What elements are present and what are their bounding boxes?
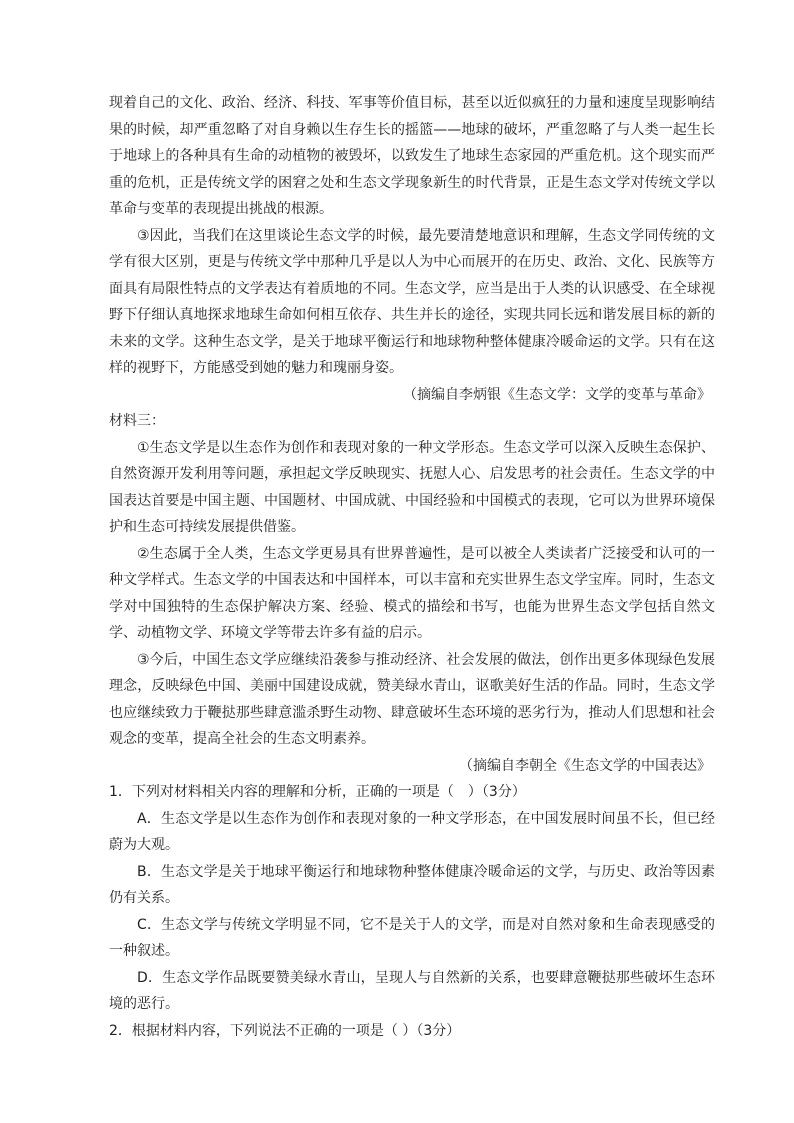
question2-stem: 2．根据材料内容，下列说法不正确的一项是（ ）（3分） — [109, 1022, 461, 1039]
material3-heading: 材料三： — [109, 413, 165, 429]
question1-option-c: C．生态文学与传统文学明显不同，它不是关于人的文学，而是对自然对象和生命表现感受的一种叙述。 — [109, 916, 715, 959]
material2-paragraph2-continued: 现着自己的文化、政治、经济、科技、军事等价值目标，甚至以近似疯狂的力量和速度呈现影响结果的时候，却严重忽略了对自身赖以生存生长的摇篮——地球的破坏，严重忽略了与人类一起生长于地球上的各种具有生命的动植物的被毁坏，以致发生了地球生态家园的严重危机。这个现实而严重的危机，正是传统文学的困窘之处和生态文学现象新生的时代背景，正是生态文学对传统文学以革命与变革的表现提出挑战的根源。 — [109, 95, 715, 217]
question1-option-d: D．生态文学作品既要赞美绿水青山，呈现人与自然新的关系，也要肆意鞭挞那些破坏生态环境的恶行。 — [109, 969, 715, 1012]
material2-source: （摘编自李炳银《生态文学：文学的变革与革命》 — [403, 386, 711, 403]
material2-paragraph3: ③因此，当我们在这里谈论生态文学的时候，最先要清楚地意识和理解，生态文学同传统的文学有很大区别，更是与传统文学中那种几乎是以人为中心而展开的在历史、政治、文化、民族等方面具有局限性特点的文学表达有着质地的不同。生态文学，应当是出于人类的认识感受、在全球视野下仔细认真地探求地球生命如何相互依存、共生并长的途径，实现共同长远和谐发展目标的新的未来的文学。这种生态文学，是关于地球平衡运行和地球物种整体健康冷暖命运的文学。只有在这样的视野下，方能感受到她的魅力和瑰丽身姿。 — [109, 227, 715, 376]
question1-stem: 1．下列对材料相关内容的理解和分析，正确的一项是（ ）（3分） — [109, 784, 526, 800]
material3-paragraph3: ③今后，中国生态文学应继续沿袭参与推动经济、社会发展的做法，创作出更多体现绿色发展理念，反映绿色中国、美丽中国建设成就，赞美绿水青山，讴歌美好生活的作品。同时，生态文学也应继续致力于鞭挞那些肆意滥杀野生动物、肆意破坏生态环境的恶劣行为，推动人们思想和社会观念的变革，提高全社会的生态文明素养。 — [109, 651, 715, 747]
question1-option-b: B．生态文学是关于地球平衡运行和地球物种整体健康冷暖命运的文学，与历史、政治等因素仍有关系。 — [109, 863, 715, 906]
material3-paragraph2: ②生态属于全人类，生态文学更易具有世界普遍性，是可以被全人类读者广泛接受和认可的一种文学样式。生态文学的中国表达和中国样本，可以丰富和充实世界生态文学宝库。同时，生态文学对中国独特的生态保护解决方案、经验、模式的描绘和书写，也能为世界生态文学包括自然文学、动植物文学、环境文学等带去许多有益的启示。 — [109, 545, 715, 641]
material3-paragraph1: ①生态文学是以生态作为创作和表现对象的一种文学形态。生态文学可以深入反映生态保护、自然资源开发利用等问题，承担起文学反映现实、抚慰人心、启发思考的社会责任。生态文学的中国表达首要是中国主题、中国题材、中国成就、中国经验和中国模式的表现，它可以为世界环境保护和生态可持续发展提供借鉴。 — [109, 439, 715, 535]
material3-source: （摘编自李朝全《生态文学的中国表达》 — [459, 757, 711, 774]
document-page — [109, 90, 715, 1044]
question1-option-a: A．生态文学是以生态作为创作和表现对象的一种文学形态，在中国发展时间虽不长，但已经蔚为大观。 — [109, 810, 715, 853]
